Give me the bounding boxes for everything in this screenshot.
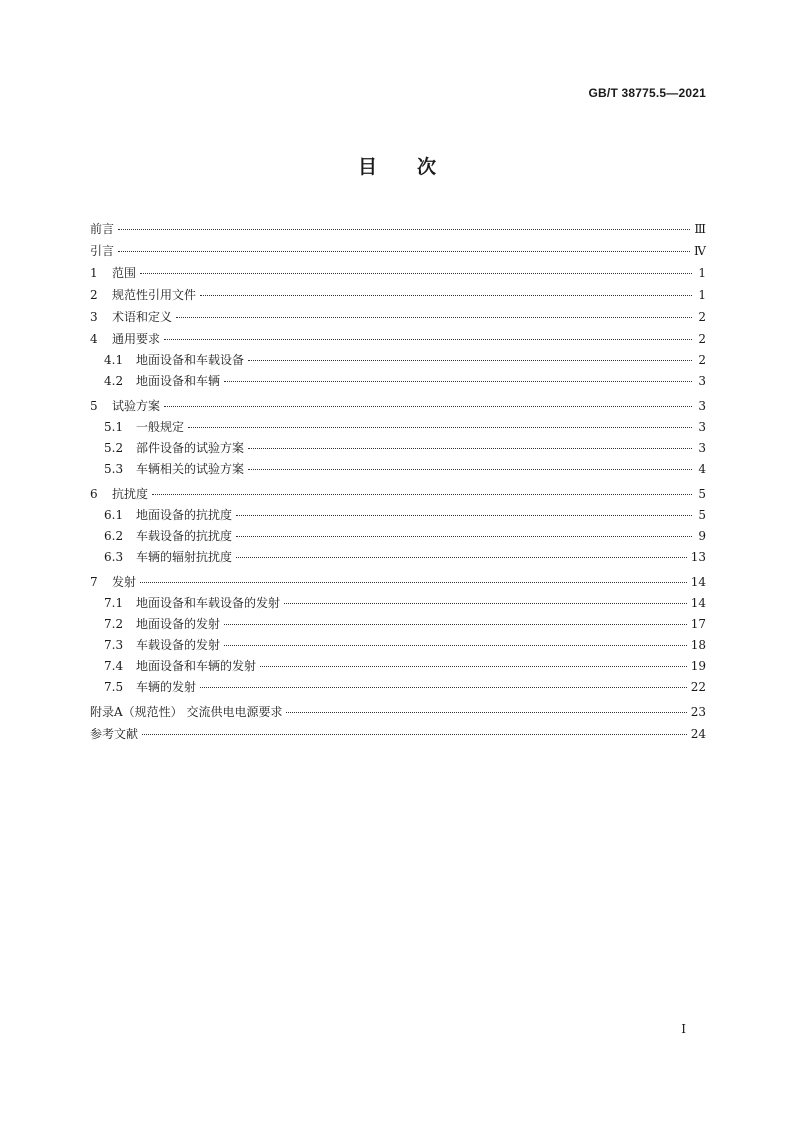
toc-entry-number: 4.2 [104, 374, 124, 388]
dot-leader [140, 581, 687, 583]
toc-entry-label: 地面设备的抗扰度 [136, 508, 233, 522]
toc-entry[interactable] [90, 459, 706, 480]
toc-entry-number: 7.4 [104, 659, 124, 673]
toc-entry-label: 车辆的辐射抗扰度 [136, 550, 233, 564]
dot-leader [164, 338, 692, 340]
toc-entry-page: 14 [690, 575, 706, 589]
toc-entry-label: 地面设备的发射 [136, 617, 221, 631]
dot-leader [284, 602, 687, 604]
toc-entry-label: 车辆相关的试验方案 [136, 462, 245, 476]
toc-entry-page: 14 [690, 596, 706, 610]
toc-entry-page: 23 [690, 705, 706, 719]
toc-entry[interactable] [90, 371, 706, 392]
toc-entry-number: 1 [90, 266, 98, 280]
toc-entry[interactable] [90, 526, 706, 547]
toc-entry-label: 范围 [112, 266, 137, 280]
toc-entry[interactable] [90, 547, 706, 568]
dot-leader [118, 228, 690, 230]
toc-entry-page: 2 [698, 332, 706, 346]
toc-entry-label: 部件设备的试验方案 [136, 441, 245, 455]
toc-entry-number: 5.2 [104, 441, 124, 455]
toc-entry-page: 17 [690, 617, 706, 631]
toc-entry[interactable] [90, 417, 706, 438]
toc-entry-label: 发射 [112, 575, 137, 589]
dot-leader [200, 686, 687, 688]
toc-entry[interactable] [90, 284, 706, 306]
toc-entry-number: 6.1 [104, 508, 124, 522]
toc-entry-number: 5 [90, 399, 98, 413]
page-folio: Ⅰ [681, 1022, 686, 1036]
dot-leader [188, 426, 692, 428]
dot-leader [248, 359, 692, 361]
toc-entry[interactable] [90, 571, 706, 593]
toc-entry-page: 5 [698, 487, 706, 501]
toc-entry-label: 地面设备和车辆 [136, 374, 221, 388]
dot-leader [176, 316, 692, 318]
toc-entry-number: 3 [90, 310, 98, 324]
toc-entry-label: 参考文献 [90, 727, 139, 741]
dot-leader [236, 535, 692, 537]
toc-entry-label: 抗扰度 [112, 487, 149, 501]
dot-leader [248, 468, 692, 470]
toc-entry[interactable] [90, 656, 706, 677]
toc-entry-label: 车载设备的抗扰度 [136, 529, 233, 543]
toc-entry-page: Ⅳ [694, 244, 706, 258]
dot-leader [142, 733, 687, 735]
toc-entry[interactable] [90, 328, 706, 350]
toc-entry-page: 3 [698, 399, 706, 413]
toc-entry[interactable] [90, 723, 706, 745]
toc-entry[interactable] [90, 240, 706, 262]
toc-entry-number: 7.2 [104, 617, 124, 631]
toc-entry-label: 规范性引用文件 [112, 288, 197, 302]
table-of-contents [90, 218, 706, 745]
toc-entry-page: 18 [690, 638, 706, 652]
toc-entry-label: 地面设备和车载设备的发射 [136, 596, 281, 610]
toc-entry-label: 车辆的发射 [136, 680, 197, 694]
dot-leader [200, 294, 692, 296]
toc-entry-label: 通用要求 [112, 332, 161, 346]
toc-entry-number: 7 [90, 575, 98, 589]
toc-entry-label: 前言 [90, 222, 115, 236]
toc-entry-label: 引言 [90, 244, 115, 258]
toc-entry-page: 1 [698, 266, 706, 280]
toc-entry[interactable] [90, 483, 706, 505]
dot-leader [236, 556, 687, 558]
toc-entry-page: 9 [698, 529, 706, 543]
toc-entry-page: 2 [698, 353, 706, 367]
toc-entry-label: 地面设备和车载设备 [136, 353, 245, 367]
toc-entry[interactable] [90, 505, 706, 526]
toc-entry[interactable] [90, 262, 706, 284]
standard-number: GB/T 38775.5—2021 [588, 86, 706, 100]
toc-entry-number: 6.2 [104, 529, 124, 543]
toc-entry-label: 附录A（规范性） 交流供电电源要求 [90, 705, 283, 719]
toc-entry-label: 车载设备的发射 [136, 638, 221, 652]
toc-entry-label: 地面设备和车辆的发射 [136, 659, 257, 673]
toc-entry[interactable] [90, 677, 706, 698]
toc-entry-page: 5 [698, 508, 706, 522]
toc-entry-page: Ⅲ [694, 222, 706, 236]
toc-entry-page: 1 [698, 288, 706, 302]
toc-entry-number: 4 [90, 332, 98, 346]
toc-entry-number: 2 [90, 288, 98, 302]
dot-leader [224, 644, 687, 646]
dot-leader [224, 380, 692, 382]
toc-entry-label: 术语和定义 [112, 310, 173, 324]
dot-leader [224, 623, 687, 625]
toc-entry-number: 7.3 [104, 638, 124, 652]
toc-entry[interactable] [90, 593, 706, 614]
toc-entry-page: 3 [698, 441, 706, 455]
toc-entry-label: 试验方案 [112, 399, 161, 413]
toc-entry-number: 6 [90, 487, 98, 501]
toc-entry-page: 2 [698, 310, 706, 324]
toc-entry-label: 一般规定 [136, 420, 185, 434]
dot-leader [286, 711, 686, 713]
dot-leader [152, 493, 692, 495]
dot-leader [118, 250, 690, 252]
toc-entry-number: 7.1 [104, 596, 124, 610]
dot-leader [164, 405, 692, 407]
dot-leader [236, 514, 692, 516]
toc-entry-page: 13 [690, 550, 706, 564]
toc-entry[interactable] [90, 350, 706, 371]
dot-leader [260, 665, 687, 667]
toc-entry-page: 24 [690, 727, 706, 741]
toc-entry[interactable] [90, 635, 706, 656]
toc-title: 目次 [357, 156, 476, 178]
toc-entry[interactable] [90, 438, 706, 459]
toc-entry-page: 4 [698, 462, 706, 476]
dot-leader [140, 272, 692, 274]
toc-entry-number: 6.3 [104, 550, 124, 564]
toc-entry-number: 4.1 [104, 353, 124, 367]
toc-entry-page: 3 [698, 420, 706, 434]
toc-entry-page: 19 [690, 659, 706, 673]
toc-entry-page: 3 [698, 374, 706, 388]
toc-entry[interactable] [90, 614, 706, 635]
toc-entry-number: 5.1 [104, 420, 124, 434]
toc-entry-page: 22 [690, 680, 706, 694]
toc-entry-number: 5.3 [104, 462, 124, 476]
toc-entry[interactable] [90, 395, 706, 417]
toc-entry[interactable] [90, 701, 706, 723]
toc-entry-number: 7.5 [104, 680, 124, 694]
toc-entry[interactable] [90, 218, 706, 240]
toc-entry[interactable] [90, 306, 706, 328]
dot-leader [248, 447, 692, 449]
